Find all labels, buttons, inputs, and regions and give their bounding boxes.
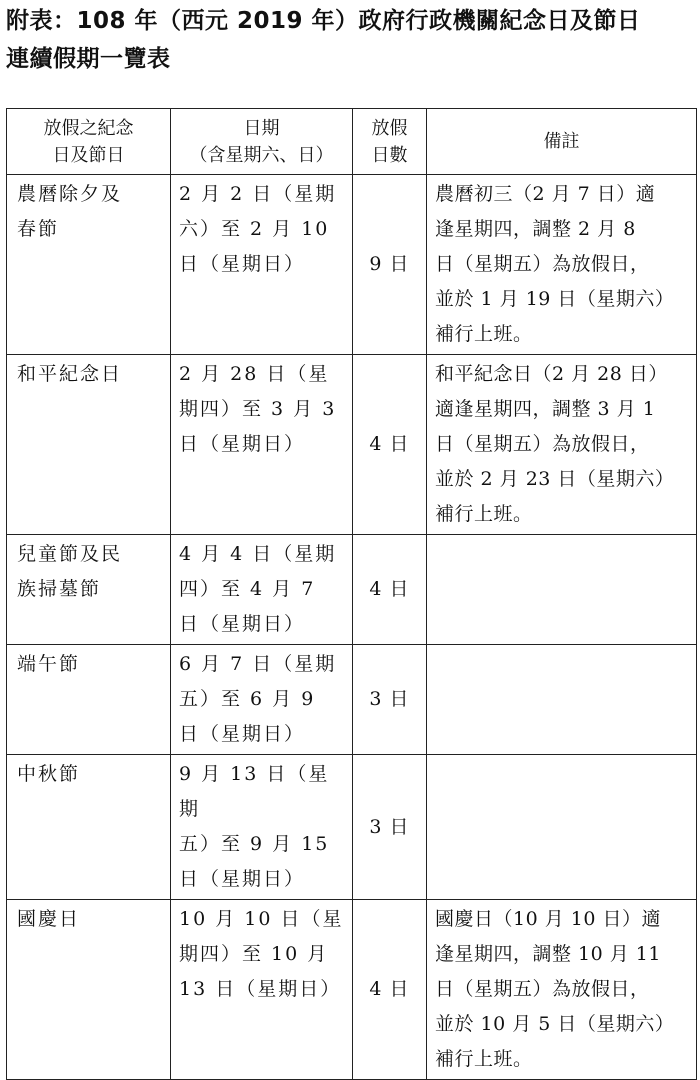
document-title	[6, 2, 696, 78]
table-row	[7, 755, 697, 900]
note-cell	[427, 755, 697, 900]
title-line-2: 連續假期一覽表	[6, 46, 171, 72]
date-cell: 9 月 13 日（星期 五）至 9 月 15 日（星期日）	[171, 755, 353, 900]
note-cell	[427, 535, 697, 645]
holiday-name-cell: 國慶日	[7, 900, 171, 1080]
holiday-name-cell: 端午節	[7, 645, 171, 755]
date-cell: 4 月 4 日（星期 四）至 4 月 7 日（星期日）	[171, 535, 353, 645]
holiday-name-cell: 和平紀念日	[7, 355, 171, 535]
note-cell: 國慶日（10 月 10 日）適 逢星期四，調整 10 月 11 日（星期五）為放假日， 並於 10 月 5 日（星期六） 補行上班。	[427, 900, 697, 1080]
header-holiday-name: 放假之紀念 日及節日	[7, 109, 171, 175]
date-cell: 10 月 10 日（星 期四）至 10 月 13 日（星期日）	[171, 900, 353, 1080]
holiday-name-cell: 農曆除夕及 春節	[7, 175, 171, 355]
header-date: 日期 （含星期六、日）	[171, 109, 353, 175]
holiday-table	[6, 108, 697, 1080]
table-row	[7, 175, 697, 355]
days-cell: 4 日	[353, 355, 427, 535]
title-line-1: 附表：108 年（西元 2019 年）政府行政機關紀念日及節日	[6, 8, 641, 34]
header-days-off: 放假 日數	[353, 109, 427, 175]
table-row	[7, 645, 697, 755]
table-row	[7, 900, 697, 1080]
days-cell: 4 日	[353, 535, 427, 645]
date-cell: 2 月 28 日（星 期四）至 3 月 3 日（星期日）	[171, 355, 353, 535]
holiday-name-cell: 中秋節	[7, 755, 171, 900]
days-cell: 3 日	[353, 645, 427, 755]
date-cell: 6 月 7 日（星期 五）至 6 月 9 日（星期日）	[171, 645, 353, 755]
date-cell: 2 月 2 日（星期 六）至 2 月 10 日（星期日）	[171, 175, 353, 355]
note-cell: 農曆初三（2 月 7 日）適 逢星期四，調整 2 月 8 日（星期五）為放假日， 並於 1 月 19 日（星期六） 補行上班。	[427, 175, 697, 355]
days-cell: 3 日	[353, 755, 427, 900]
table-header-row	[7, 109, 697, 175]
holiday-name-cell: 兒童節及民 族掃墓節	[7, 535, 171, 645]
days-cell: 9 日	[353, 175, 427, 355]
note-cell	[427, 645, 697, 755]
header-note: 備註	[427, 109, 697, 175]
table-row	[7, 355, 697, 535]
note-cell: 和平紀念日（2 月 28 日） 適逢星期四，調整 3 月 1 日（星期五）為放假日， 並於 2 月 23 日（星期六） 補行上班。	[427, 355, 697, 535]
days-cell: 4 日	[353, 900, 427, 1080]
table-row	[7, 535, 697, 645]
